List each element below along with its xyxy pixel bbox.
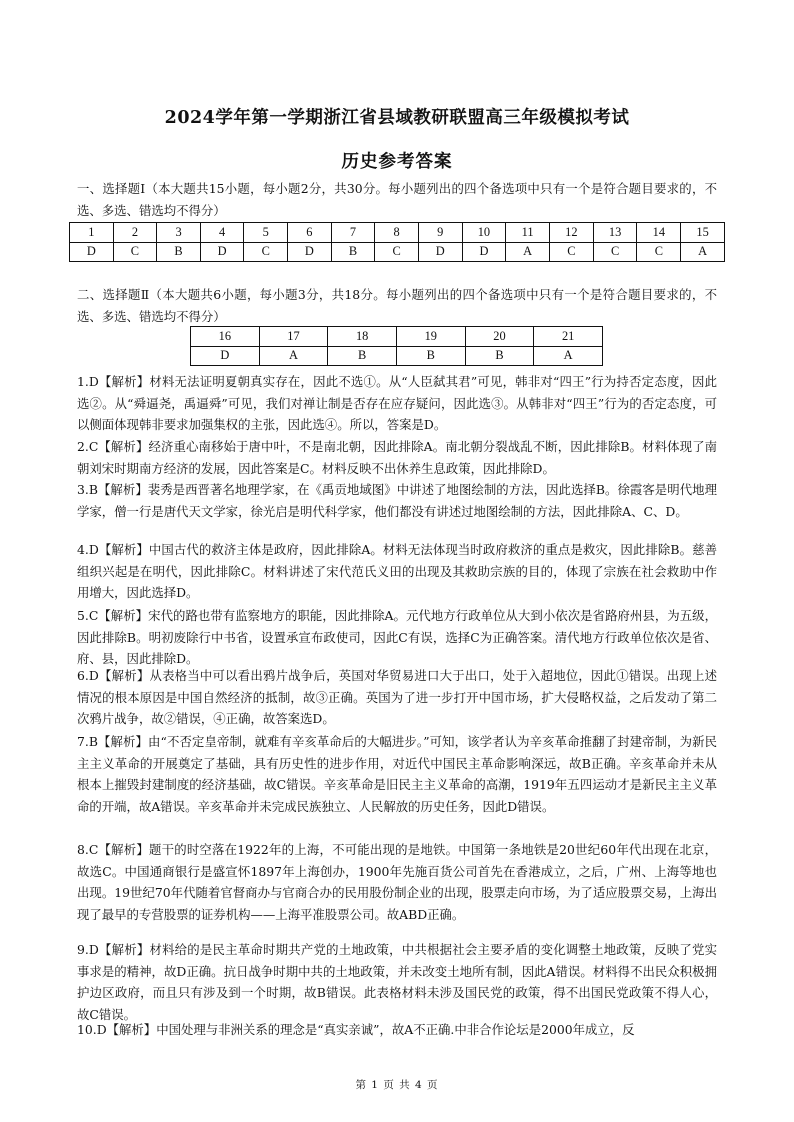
question-number: 17 xyxy=(259,327,328,347)
question-number: 7 xyxy=(331,223,375,243)
explanation-6: 6.D【解析】从表格当中可以看出鸦片战争后，英国对华贸易进口大于出口，处于入超地位，因此①错误。出现上述情况的根本原因是中国自然经济的抵制，故③正确。英国为了进一步打开中国市场，扩大侵略权益，之后发动了第二次鸦片战争，故②错误，④正确，故答案选D。 xyxy=(77,668,717,727)
question-number: 20 xyxy=(465,327,534,347)
answer-cell: A xyxy=(681,242,725,262)
question-number: 21 xyxy=(534,327,603,347)
answer-cell: C xyxy=(550,242,594,262)
answer-cell: D xyxy=(418,242,462,262)
answer-cell: A xyxy=(506,242,550,262)
answer-cell: C xyxy=(375,242,419,262)
answer-cell: D xyxy=(288,242,332,262)
explanation-10: 10.D【解析】中国处理与非洲关系的理念是“真实亲诚”，故A不正确.中非合作论坛是2000年成立，反 xyxy=(77,1022,635,1037)
question-number: 5 xyxy=(244,223,288,243)
section2-answer-table xyxy=(190,326,603,366)
question-number: 6 xyxy=(288,223,332,243)
page-title: 历史参考答案 xyxy=(341,152,453,172)
answer-cell: C xyxy=(593,242,637,262)
page-footer: 第 1 页 共 4 页 xyxy=(355,1079,439,1091)
question-number-row xyxy=(70,223,725,243)
answer-cell: D xyxy=(462,242,506,262)
answer-cell: B xyxy=(396,346,465,366)
answer-row xyxy=(191,346,603,366)
answer-cell: C xyxy=(637,242,681,262)
question-number: 19 xyxy=(396,327,465,347)
question-number: 8 xyxy=(375,223,419,243)
question-number: 13 xyxy=(593,223,637,243)
question-number: 9 xyxy=(418,223,462,243)
question-number-row xyxy=(191,327,603,347)
explanation-8: 8.C【解析】题干的时空落在1922年的上海，不可能出现的是地铁。中国第一条地铁是20世纪60年代出现在北京，故选C。中国通商银行是盛宣怀1897年上海创办，1900年先施百货公司首先在香港成立，之后，广州、上海等地也出现。19世纪70年代随着官督商办与官商合办的民用股份制企业的出现，股票走向市场，为了适应股票交易，上海出现了最早的专营股票的证券机构——上海平准股票公司。故ABD正确。 xyxy=(77,842,717,922)
question-number: 15 xyxy=(681,223,725,243)
explanation-3: 3.B【解析】裴秀是西晋著名地理学家，在《禹贡地域图》中讲述了地图绘制的方法，因此选择B。徐霞客是明代地理学家，僧一行是唐代天文学家，徐光启是明代科学家，他们都没有讲述过地图绘制的方法，因此排除A、C、D。 xyxy=(77,482,717,519)
answer-cell: A xyxy=(259,346,328,366)
answer-cell: D xyxy=(200,242,244,262)
answer-cell: C xyxy=(113,242,157,262)
answer-cell: B xyxy=(465,346,534,366)
explanation-2: 2.C【解析】经济重心南移始于唐中叶，不是南北朝，因此排除A。南北朝分裂战乱不断，因此排除B。材料体现了南朝刘宋时期南方经济的发展，因此答案是C。材料反映不出休养生息政策，因此排除D。 xyxy=(77,439,717,476)
answer-cell: D xyxy=(70,242,114,262)
question-number: 11 xyxy=(506,223,550,243)
question-number: 1 xyxy=(70,223,114,243)
answer-cell: A xyxy=(534,346,603,366)
answer-cell: D xyxy=(191,346,260,366)
question-number: 3 xyxy=(157,223,201,243)
explanation-1: 1.D【解析】材料无法证明夏朝真实存在，因此不选①。从“人臣弑其君”可见，韩非对“四王”行为持否定态度，因此选②。从“舜逼尧，禹逼舜”可见，我们对禅让制是否存在应存疑问，因此选③。从韩非对“四王”行为的否定态度，可以侧面体现韩非要求加强集权的主张，因此选④。所以，答案是D。 xyxy=(77,374,717,433)
answer-cell: B xyxy=(331,242,375,262)
section1-intro: 一、选择题Ⅰ（本大题共15小题，每小题2分，共30分。每小题列出的四个备选项中只有一个是符合题目要求的，不选、多选、错选均不得分） xyxy=(77,181,717,218)
answer-cell: C xyxy=(244,242,288,262)
explanation-5: 5.C【解析】宋代的路也带有监察地方的职能，因此排除A。元代地方行政单位从大到小依次是省路府州县，为五级，因此排除B。明初废除行中书省，设置承宣布政使司，因此C有误，选择C为正确答案。清代地方行政单位依次是省、府、县，因此排除D。 xyxy=(77,608,717,667)
answer-cell: B xyxy=(157,242,201,262)
section2-intro: 二、选择题Ⅱ（本大题共6小题，每小题3分，共18分。每小题列出的四个备选项中只有一个是符合题目要求的，不选、多选、错选均不得分） xyxy=(77,287,717,324)
question-number: 4 xyxy=(200,223,244,243)
explanation-4: 4.D【解析】中国古代的救济主体是政府，因此排除A。材料无法体现当时政府救济的重点是救灾，因此排除B。慈善组织兴起是在明代，因此排除C。材料讲述了宋代范氏义田的出现及其救助宗族的目的，体现了宗族在社会救助中作用增大，因此选择D。 xyxy=(77,542,717,601)
explanation-9: 9.D【解析】材料给的是民主革命时期共产党的土地政策，中共根据社会主要矛盾的变化调整土地政策，反映了党实事求是的精神，故D正确。抗日战争时期中共的土地政策，并未改变土地所有制，因此A错误。材料得不出民众积极拥护边区政府，而且只有涉及到一个时期，故B错误。此表格材料未涉及国民党的政策，得不出国民党政策不得人心，故C错误。 xyxy=(77,942,717,1022)
question-number: 10 xyxy=(462,223,506,243)
section1-answer-table xyxy=(69,222,725,262)
question-number: 16 xyxy=(191,327,260,347)
explanation-7: 7.B【解析】由“不否定皇帝制，就难有辛亥革命后的大幅进步。”可知，该学者认为辛亥革命推翻了封建帝制，为新民主主义革命的开展奠定了基础，具有历史性的进步作用，对近代中国民主革命影响深远，故B正确。辛亥革命并未从根本上摧毁封建制度的经济基础，故C错误。辛亥革命是旧民主主义革命的高潮，1919年五四运动才是新民主主义革命的开端，故A错误。辛亥革命并未完成民族独立、人民解放的历史任务，因此D错误。 xyxy=(77,734,717,814)
answer-row xyxy=(70,242,725,262)
exam-title: 2024学年第一学期浙江省县域教研联盟高三年级模拟考试 xyxy=(164,108,630,128)
question-number: 14 xyxy=(637,223,681,243)
question-number: 12 xyxy=(550,223,594,243)
answer-cell: B xyxy=(328,346,397,366)
question-number: 2 xyxy=(113,223,157,243)
question-number: 18 xyxy=(328,327,397,347)
